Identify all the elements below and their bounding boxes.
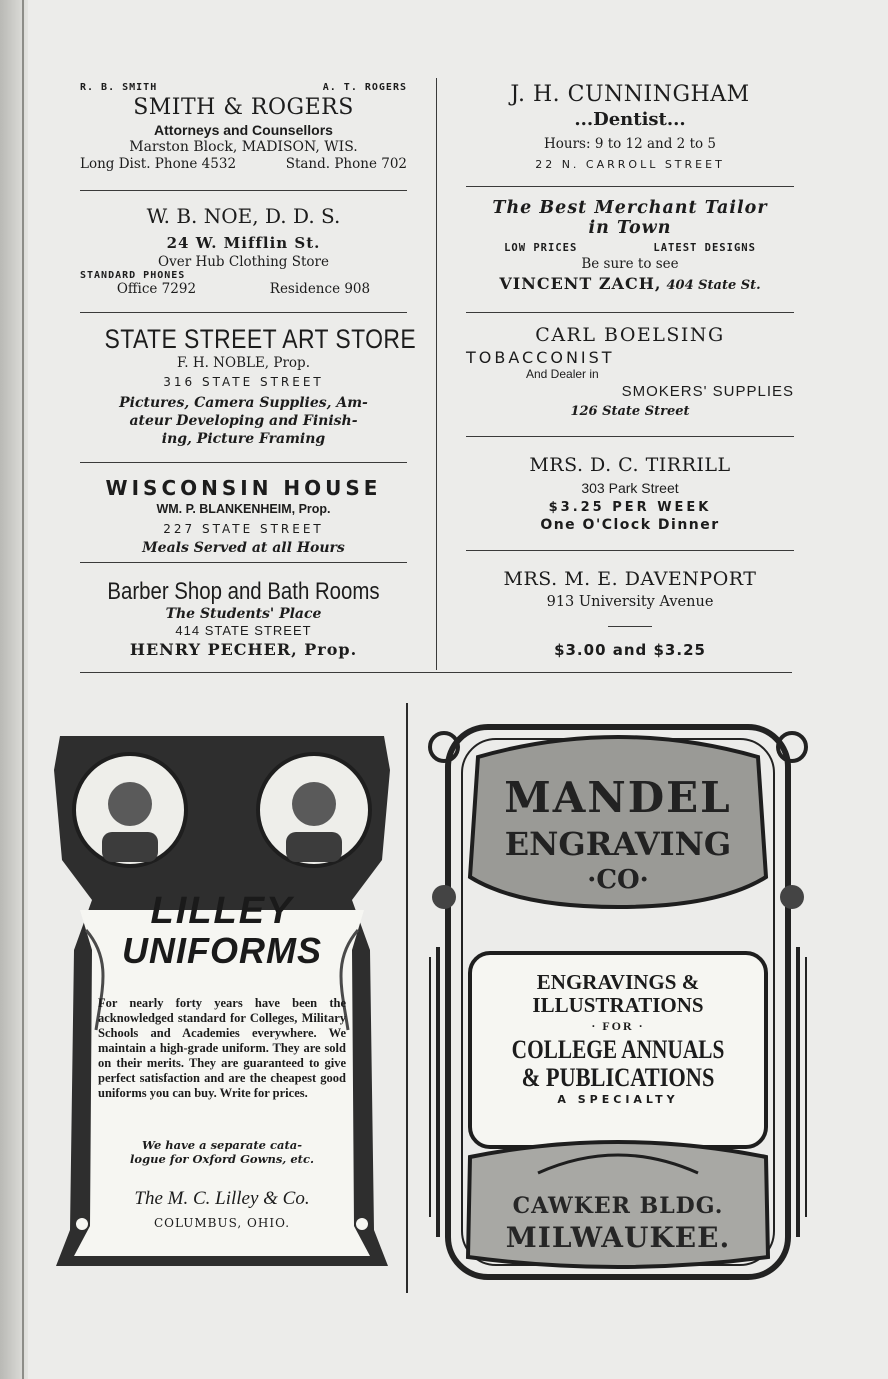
- zach-address: 404 State St.: [666, 278, 761, 293]
- mandel-body-2: ILLUSTRATIONS: [532, 993, 704, 1017]
- lilley-brand-line-1: LILLEY: [150, 890, 294, 932]
- noe-ad: [80, 204, 407, 297]
- noe-address: 24 W. Mifflin St.: [166, 234, 321, 252]
- lilley-description: For nearly forty years have been the acknowledged standard for Colleges, Military Schools and Academies everywhere. We maintain a high-grade uniform. They are sold on their merits. They are guaranteed to give perfect satisfaction and are the cheapest good uniforms you can buy. Write for prices.: [98, 996, 346, 1100]
- zach-ad: [466, 198, 794, 293]
- mandel-bottom-2: MILWAUKEE.: [505, 1221, 731, 1254]
- art-store-desc-2: ateur Developing and Finish-: [129, 413, 358, 429]
- art-store-address: 316 STATE STREET: [163, 375, 324, 389]
- partner-smith: R. B. SMITH: [80, 82, 158, 93]
- graduate-icon: [292, 782, 336, 826]
- mandel-body-6: A SPECIALTY: [557, 1093, 679, 1106]
- mandel-body-4: COLLEGE ANNUALS: [511, 1035, 725, 1064]
- dentist-name: W. B. NOE, D. D. S.: [146, 204, 341, 228]
- wisconsin-house-tagline: Meals Served at all Hours: [142, 540, 345, 556]
- tirrill-address: 303 Park Street: [581, 480, 679, 496]
- cunningham-name: J. H. CUNNINGHAM: [510, 82, 750, 107]
- spine-edge: [22, 0, 24, 1379]
- smith-rogers-ad: [80, 82, 407, 172]
- davenport-name: MRS. M. E. DAVENPORT: [503, 568, 757, 590]
- divider: [466, 312, 794, 313]
- divider: [80, 462, 407, 463]
- lilley-catalogue-2: logue for Oxford Gowns, etc.: [130, 1152, 314, 1166]
- davenport-address: 913 University Avenue: [546, 594, 714, 610]
- boelsing-dealer: And Dealer in: [526, 367, 599, 381]
- standard-phone: Stand. Phone 702: [285, 156, 407, 172]
- divider: [80, 312, 407, 313]
- mandel-body-5: & PUBLICATIONS: [521, 1063, 715, 1092]
- barber-prop: HENRY PECHER, Prop.: [129, 640, 358, 659]
- zach-headline-1: The Best Merchant Tailor: [492, 198, 768, 218]
- lilley-catalogue-note: [92, 1138, 352, 1166]
- cunningham-title: ...Dentist...: [574, 109, 686, 130]
- lilley-uniforms-ad: [52, 730, 392, 1270]
- tirrill-ad: [466, 454, 794, 533]
- boelsing-ad: [466, 324, 794, 419]
- mandel-body-1: ENGRAVINGS &: [536, 970, 700, 994]
- partner-rogers: A. T. ROGERS: [322, 82, 407, 93]
- mandel-bottom-1: CAWKER BLDG.: [512, 1193, 724, 1219]
- boelsing-address: 126 State Street: [570, 404, 690, 419]
- lilley-company: The M. C. Lilley & Co.: [134, 1188, 310, 1209]
- wisconsin-house-address: 227 STATE STREET: [163, 522, 324, 536]
- wisconsin-house-prop: WM. P. BLANKENHEIM, Prop.: [156, 502, 331, 516]
- lilley-brand-line-2: UNIFORMS: [122, 930, 322, 971]
- art-store-ad: [80, 324, 417, 447]
- wisconsin-house-ad: [80, 476, 407, 556]
- tirrill-dinner: One O'Clock Dinner: [540, 517, 720, 533]
- barber-tagline: The Students' Place: [165, 606, 322, 622]
- divider: [80, 562, 407, 563]
- zach-see: Be sure to see: [581, 256, 679, 272]
- mandel-line-2: ENGRAVING: [504, 825, 732, 863]
- art-store-desc-3: ing, Picture Framing: [161, 431, 326, 447]
- cadet-icon: [108, 782, 152, 826]
- barber-address: 414 STATE STREET: [175, 623, 312, 638]
- office-phone: Office 7292: [116, 281, 197, 297]
- boelsing-supplies: SMOKERS' SUPPLIES: [621, 383, 794, 400]
- low-prices: LOW PRICES: [504, 242, 578, 254]
- bottom-column-divider: [406, 703, 408, 1293]
- column-divider: [436, 78, 437, 670]
- cunningham-hours: Hours: 9 to 12 and 2 to 5: [544, 136, 716, 152]
- davenport-rates: $3.00 and $3.25: [554, 641, 706, 659]
- long-distance-phone: Long Dist. Phone 4532: [80, 156, 237, 172]
- boelsing-trade: TOBACCONIST: [466, 348, 615, 367]
- residence-phone: Residence 908: [269, 281, 371, 297]
- latest-designs: LATEST DESIGNS: [653, 242, 756, 254]
- mandel-engraving-ad: [418, 717, 818, 1287]
- noe-location: Over Hub Clothing Store: [158, 254, 329, 270]
- tirrill-name: MRS. D. C. TIRRILL: [529, 454, 731, 476]
- short-rule: [608, 626, 652, 627]
- lilley-city: COLUMBUS, OHIO.: [153, 1216, 291, 1230]
- divider: [466, 186, 794, 187]
- zach-headline-2: in Town: [588, 218, 672, 238]
- cunningham-ad: [466, 82, 794, 171]
- firm-name: SMITH & ROGERS: [133, 95, 354, 120]
- firm-role: Attorneys and Counsellors: [154, 122, 333, 138]
- wisconsin-house-name: WISCONSIN HOUSE: [105, 476, 382, 500]
- cunningham-address: 22 N. CARROLL STREET: [535, 158, 725, 171]
- divider: [466, 436, 794, 437]
- barber-name: Barber Shop and Bath Rooms: [107, 578, 380, 605]
- mandel-line-1: MANDEL: [504, 773, 732, 822]
- boelsing-name: CARL BOELSING: [535, 324, 725, 346]
- mandel-line-3: ·CO·: [587, 865, 649, 895]
- art-store-name: STATE STREET ART STORE: [104, 324, 417, 354]
- barber-ad: [80, 578, 407, 659]
- lilley-catalogue-1: We have a separate cata-: [142, 1138, 302, 1152]
- tirrill-rate: $3.25 PER WEEK: [548, 500, 712, 515]
- firm-address: Marston Block, MADISON, WIS.: [129, 139, 358, 155]
- art-store-desc-1: Pictures, Camera Supplies, Am-: [119, 395, 368, 411]
- art-store-prop: F. H. NOBLE, Prop.: [176, 355, 310, 371]
- divider: [466, 550, 794, 551]
- mandel-body-3: · FOR ·: [591, 1019, 645, 1033]
- davenport-ad: [466, 568, 794, 659]
- phones-label: STANDARD PHONES: [80, 270, 186, 281]
- divider: [80, 190, 407, 191]
- zach-name: VINCENT ZACH,: [499, 274, 662, 293]
- section-divider: [80, 672, 792, 673]
